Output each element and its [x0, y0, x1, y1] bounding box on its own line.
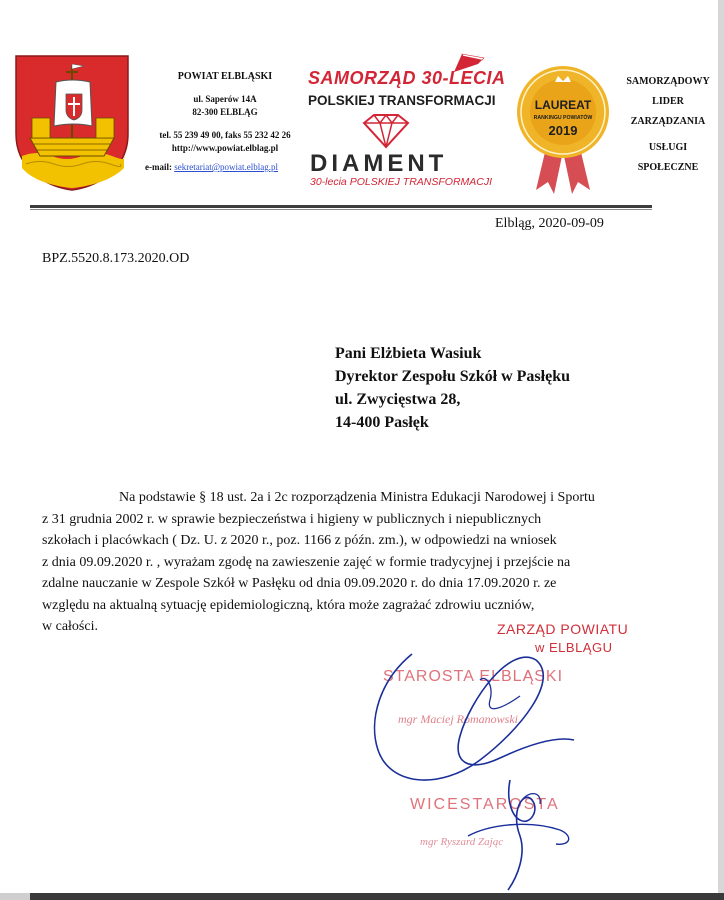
- office-name: POWIAT ELBLĄSKI: [177, 71, 273, 82]
- page-edge-right: [718, 0, 724, 900]
- addressee-block: [335, 342, 570, 434]
- place-date: Elbląg, 2020-09-09: [495, 216, 604, 231]
- addressee-line: 14-400 Pasłęk: [335, 414, 429, 431]
- office-email-row: [135, 161, 315, 174]
- handwritten-signature-icon: [360, 640, 620, 893]
- office-phone: tel. 55 239 49 00, faks 55 232 42 26: [159, 130, 291, 140]
- office-street: ul. Saperów 14A: [193, 94, 257, 104]
- letter-body: [42, 487, 650, 638]
- diamond-icon: [358, 113, 414, 149]
- office-postcode: 82-300 ELBLĄG: [192, 107, 258, 117]
- diament-subtitle: 30-lecia POLSKIEJ TRANSFORMACJI: [310, 176, 493, 188]
- body-line: z dnia 09.09.2020 r. , wyrażam zgodę na zawieszenie zajęć w formie tradycyjnej i przejście na: [42, 554, 571, 570]
- board-stamp-line1: ZARZĄD POWIATU: [497, 621, 629, 637]
- body-line: Na podstawie § 18 ust. 2a i 2c rozporządzenia Ministra Edukacji Narodowej i Sportu: [119, 490, 595, 505]
- addressee-line: ul. Zwycięstwa 28,: [335, 391, 461, 408]
- samorzad-diament-logo: [300, 50, 506, 190]
- body-line: w całości.: [42, 619, 98, 634]
- addressee-line: Dyrektor Zespołu Szkół w Pasłęku: [335, 368, 570, 385]
- vice-starosta-stamp: WICESTAROSTA: [410, 796, 560, 813]
- body-line: względu na aktualną sytuację epidemiologiczną, która może zagrażać zdrowiu uczniów,: [42, 597, 535, 613]
- starosta-name-stamp: mgr Maciej Romanowski: [398, 712, 518, 726]
- board-stamp-line2: w ELBLĄGU: [535, 640, 613, 655]
- award-text: [612, 72, 718, 178]
- award-line: SAMORZĄDOWY: [626, 76, 710, 87]
- body-line: szkołach i placówkach ( Dz. U. z 2020 r., poz. 1166 z późn. zm.), w odpowiedzi na wniosek: [42, 533, 557, 548]
- window-bottom-bar: [0, 893, 724, 900]
- vice-starosta-name-stamp: mgr Ryszard Zając: [420, 836, 504, 848]
- samorzad-title: SAMORZĄD 30-LECIA: [308, 68, 506, 88]
- email-label: e-mail:: [145, 162, 172, 172]
- email-link[interactable]: sekretariat@powiat.elblag.pl: [174, 162, 279, 172]
- header-divider: [30, 205, 652, 208]
- header-divider-thin: [30, 209, 652, 210]
- award-line: ZARZĄDZANIA: [630, 116, 706, 127]
- office-website: http://www.powiat.elblag.pl: [171, 143, 279, 153]
- award-line: SPOŁECZNE: [637, 162, 699, 173]
- samorzad-subtitle: POLSKIEJ TRANSFORMACJI: [308, 93, 496, 108]
- award-line: USŁUGI: [648, 142, 688, 153]
- laureat-word: LAUREAT: [534, 98, 592, 112]
- office-info: [135, 70, 315, 174]
- body-line: z 31 grudnia 2002 r. w sprawie bezpieczeństwa i higieny w publicznych i niepublicznych: [42, 511, 542, 527]
- reference-number: BPZ.5520.8.173.2020.OD: [42, 251, 190, 266]
- laureat-year: 2019: [548, 123, 578, 138]
- addressee-line: Pani Elżbieta Wasiuk: [335, 345, 482, 362]
- award-line: LIDER: [652, 96, 684, 107]
- starosta-stamp: STAROSTA ELBLĄSKI: [383, 668, 564, 685]
- body-line: zdalne nauczanie w Zespole Szkół w Pasłęku od dnia 09.09.2020 r. do dnia 17.09.2020 r. ze: [42, 576, 557, 591]
- county-crest-icon: [12, 52, 132, 192]
- diament-title: DIAMENT: [310, 150, 448, 177]
- laureat-sub: RANKINGU POWIATÓW: [533, 115, 593, 121]
- laureat-medal-icon: [512, 60, 614, 195]
